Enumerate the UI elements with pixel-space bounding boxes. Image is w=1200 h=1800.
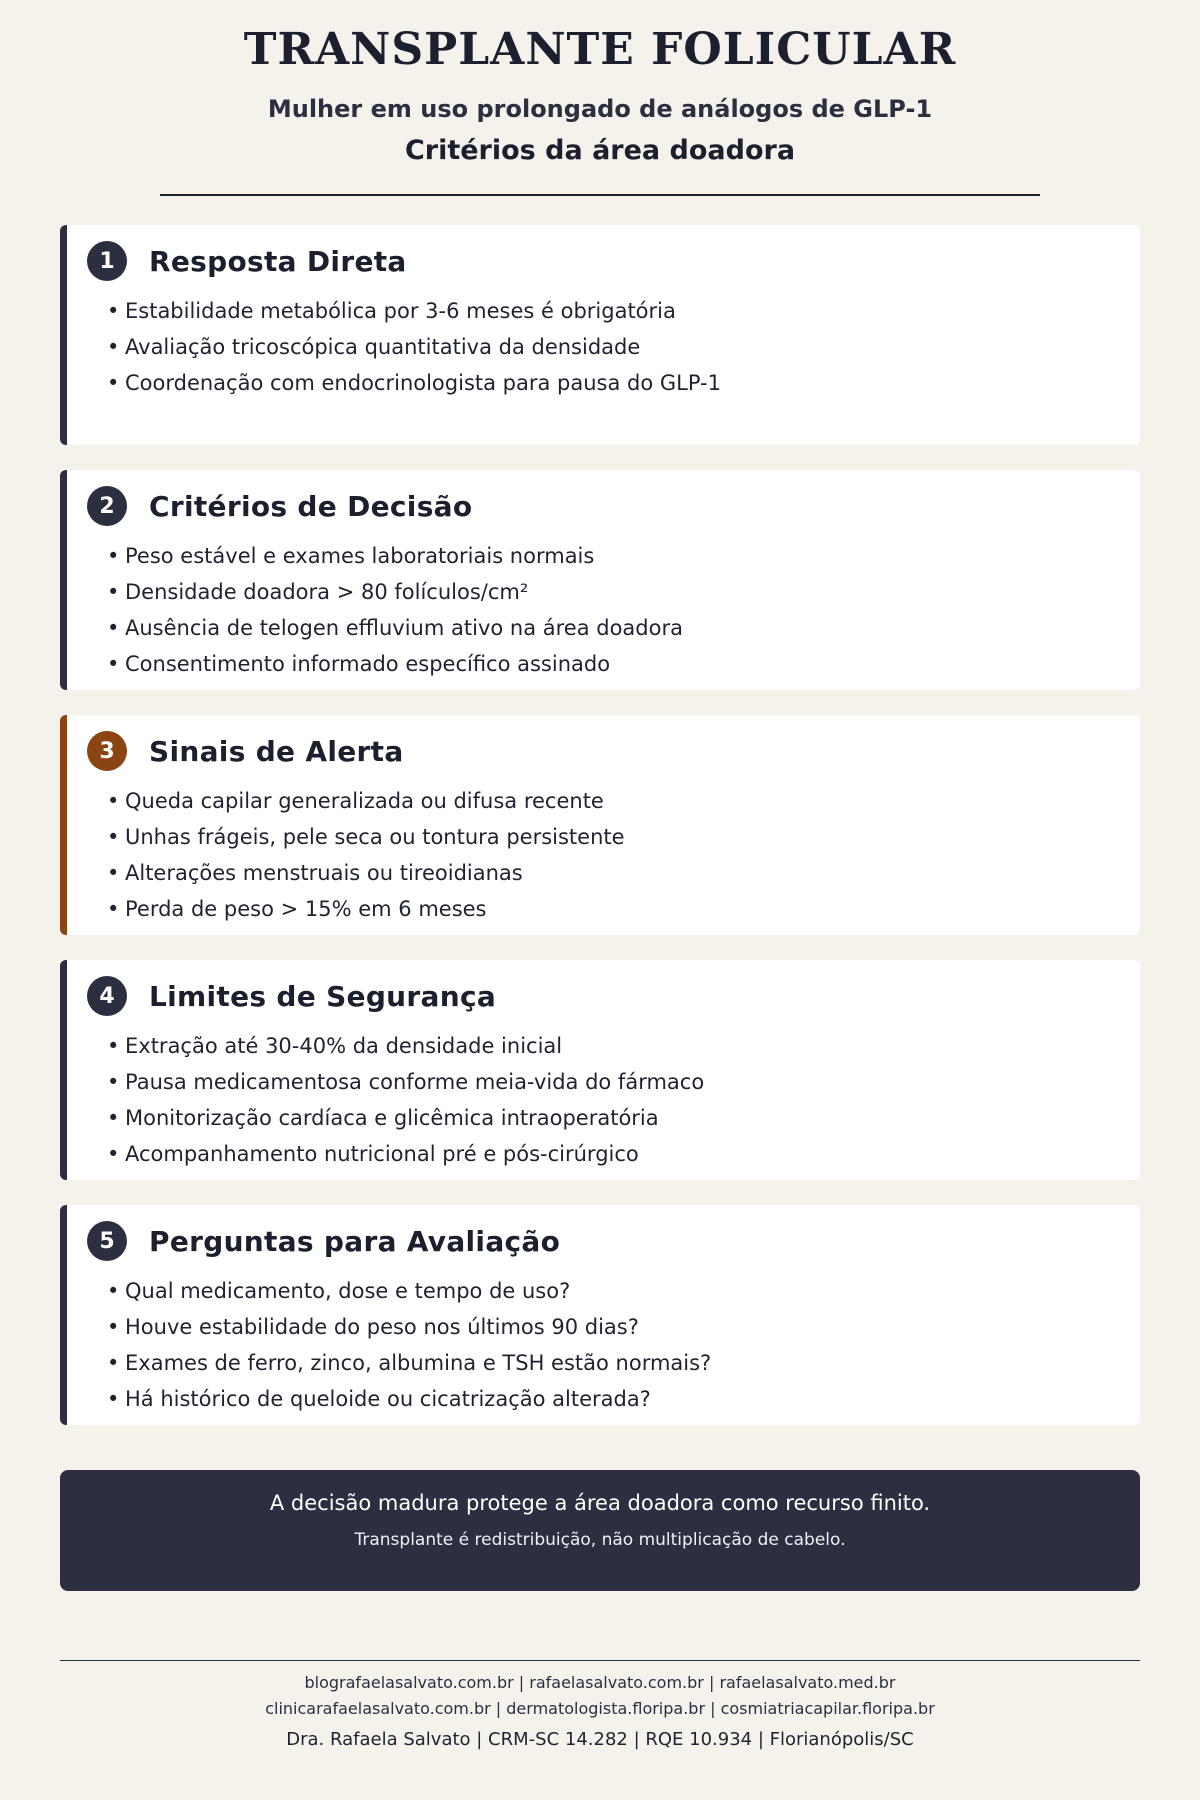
list-item (107, 855, 1120, 891)
list-item (107, 819, 1120, 855)
bullet-icon: • (107, 861, 120, 885)
banner-main-text: A decisão madura protege a área doadora como recurso finito. (269, 1491, 931, 1515)
card-header (87, 239, 1120, 283)
bullet-icon: • (107, 825, 120, 849)
list-item (107, 1136, 1120, 1172)
card-list (87, 538, 1120, 682)
bullet-icon: • (107, 299, 120, 323)
card-title: Perguntas para Avaliação (149, 1224, 561, 1258)
list-item-text: Extração até 30-40% da densidade inicial (125, 1034, 563, 1058)
list-item-text: Densidade doadora > 80 folículos/cm² (125, 580, 529, 604)
list-item (107, 1381, 1120, 1417)
conclusion-banner (60, 1470, 1140, 1591)
card-header (87, 729, 1120, 773)
number-badge: 5 (87, 1221, 127, 1261)
list-item-text: Alterações menstruais ou tireoidianas (125, 861, 523, 885)
bullet-icon: • (107, 544, 120, 568)
list-item (107, 1064, 1120, 1100)
bullet-icon: • (107, 789, 120, 813)
list-item (107, 1028, 1120, 1064)
list-item (107, 783, 1120, 819)
card-list (87, 783, 1120, 927)
header (0, 0, 1200, 196)
list-item-text: Exames de ferro, zinco, albumina e TSH estão normais? (125, 1351, 712, 1375)
card-criterios-decisao (60, 470, 1140, 690)
card-title: Resposta Direta (149, 244, 407, 278)
bullet-icon: • (107, 616, 120, 640)
bullet-icon: • (107, 1034, 120, 1058)
number-badge: 2 (87, 486, 127, 526)
card-sinais-alerta (60, 715, 1140, 935)
number-badge: 4 (87, 976, 127, 1016)
bullet-icon: • (107, 652, 120, 676)
footer-links-line-1: blografaelasalvato.com.br | rafaelasalvato.com.br | rafaelasalvato.med.br (304, 1673, 896, 1692)
number-badge: 3 (87, 731, 127, 771)
list-item (107, 610, 1120, 646)
list-item (107, 538, 1120, 574)
list-item-text: Monitorização cardíaca e glicêmica intraoperatória (125, 1106, 659, 1130)
page-subheading: Critérios da área doadora (404, 135, 796, 166)
number-badge: 1 (87, 241, 127, 281)
header-divider (160, 194, 1040, 196)
footer-signature: Dra. Rafaela Salvato | CRM-SC 14.282 | RQE 10.934 | Florianópolis/SC (286, 1729, 914, 1750)
card-perguntas-avaliacao (60, 1205, 1140, 1425)
list-item-text: Qual medicamento, dose e tempo de uso? (125, 1279, 571, 1303)
list-item (107, 1345, 1120, 1381)
bullet-icon: • (107, 1070, 120, 1094)
list-item (107, 1273, 1120, 1309)
footer (0, 1670, 1200, 1754)
list-item-text: Queda capilar generalizada ou difusa recente (125, 789, 604, 813)
card-title: Limites de Segurança (149, 979, 497, 1013)
list-item-text: Peso estável e exames laboratoriais normais (125, 544, 595, 568)
list-item-text: Estabilidade metabólica por 3-6 meses é obrigatória (125, 299, 676, 323)
list-item (107, 365, 1120, 401)
list-item (107, 1100, 1120, 1136)
list-item (107, 293, 1120, 329)
card-list (87, 293, 1120, 401)
card-header (87, 484, 1120, 528)
card-header (87, 974, 1120, 1018)
bullet-icon: • (107, 1142, 120, 1166)
criteria-cards (60, 225, 1140, 1450)
list-item (107, 1309, 1120, 1345)
card-list (87, 1028, 1120, 1172)
card-title: Sinais de Alerta (149, 734, 404, 768)
footer-divider (60, 1660, 1140, 1661)
bullet-icon: • (107, 1106, 120, 1130)
list-item-text: Consentimento informado específico assinado (125, 652, 611, 676)
footer-links-line-2: clinicarafaelasalvato.com.br | dermatologista.floripa.br | cosmiatriacapilar.floripa.br (265, 1699, 935, 1718)
card-header (87, 1219, 1120, 1263)
list-item (107, 646, 1120, 682)
list-item (107, 891, 1120, 927)
list-item-text: Há histórico de queloide ou cicatrização alterada? (125, 1387, 651, 1411)
card-title: Critérios de Decisão (149, 489, 473, 523)
list-item-text: Acompanhamento nutricional pré e pós-cirúrgico (125, 1142, 639, 1166)
card-limites-seguranca (60, 960, 1140, 1180)
page-subtitle: Mulher em uso prolongado de análogos de GLP-1 (267, 95, 933, 123)
bullet-icon: • (107, 1351, 120, 1375)
list-item (107, 574, 1120, 610)
bullet-icon: • (107, 897, 120, 921)
list-item-text: Perda de peso > 15% em 6 meses (125, 897, 487, 921)
list-item-text: Avaliação tricoscópica quantitativa da densidade (125, 335, 641, 359)
bullet-icon: • (107, 1279, 120, 1303)
list-item-text: Houve estabilidade do peso nos últimos 90 dias? (125, 1315, 639, 1339)
list-item-text: Ausência de telogen effluvium ativo na área doadora (125, 616, 683, 640)
list-item-text: Unhas frágeis, pele seca ou tontura persistente (125, 825, 625, 849)
card-list (87, 1273, 1120, 1417)
bullet-icon: • (107, 371, 120, 395)
card-resposta-direta (60, 225, 1140, 445)
page-title: TRANSPLANTE FOLICULAR (243, 24, 957, 75)
bullet-icon: • (107, 580, 120, 604)
bullet-icon: • (107, 335, 120, 359)
list-item-text: Coordenação com endocrinologista para pausa do GLP-1 (125, 371, 721, 395)
bullet-icon: • (107, 1387, 120, 1411)
banner-sub-text: Transplante é redistribuição, não multiplicação de cabelo. (354, 1530, 846, 1550)
list-item (107, 329, 1120, 365)
list-item-text: Pausa medicamentosa conforme meia-vida do fármaco (125, 1070, 705, 1094)
bullet-icon: • (107, 1315, 120, 1339)
